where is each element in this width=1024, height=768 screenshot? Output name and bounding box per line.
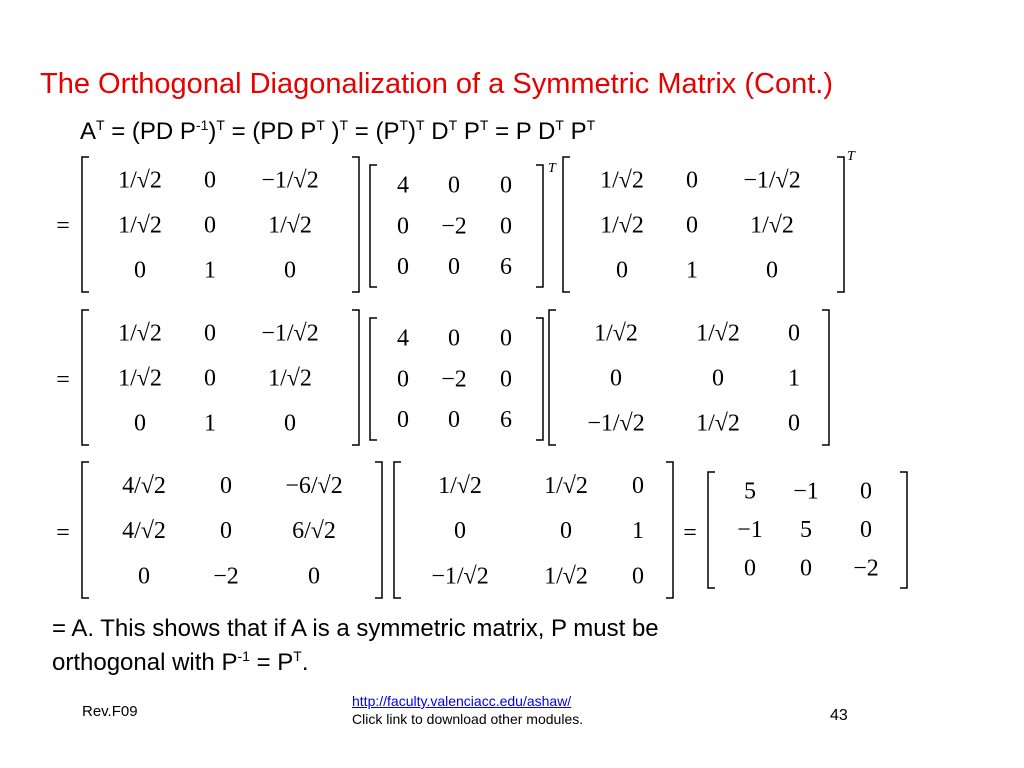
d-matrix-cell: 0 [397, 406, 409, 433]
pt-matrix-cell: 1/√2 [696, 410, 740, 437]
p-matrix-cell: 0 [766, 257, 778, 284]
p-matrix-cell: 1 [204, 257, 216, 284]
p-matrix-cell: 1/√2 [750, 212, 794, 239]
formula-part: P [457, 118, 480, 145]
result-matrix-cell: 0 [744, 555, 756, 582]
pd-matrix-cell: 0 [220, 472, 232, 499]
p-matrix-cell: 0 [204, 365, 216, 392]
d-matrix-cell: 6 [500, 253, 512, 280]
formula-part: = (PD P [104, 118, 196, 145]
pt-matrix-cell: −1/√2 [587, 410, 645, 437]
link-note: Click link to download other modules. [352, 711, 584, 727]
formula-sup: T [416, 117, 425, 133]
formula-sup: T [96, 117, 105, 133]
p-matrix-right-bracket [352, 310, 359, 445]
d-matrix-left-bracket [370, 318, 377, 440]
p-matrix-left-bracket [82, 157, 89, 292]
pd-matrix-cell: −2 [213, 563, 239, 590]
conclusion-sup: -1 [237, 648, 250, 664]
formula-part: P [563, 118, 587, 145]
formula-part: = (P [348, 118, 400, 145]
equals-sign: = [56, 367, 70, 393]
equals-sign: = [683, 520, 697, 546]
p-matrix-cell: 1 [686, 257, 698, 284]
pd-matrix-cell: 4/√2 [122, 518, 166, 545]
formula-sup: -1 [195, 117, 209, 133]
d-matrix-cell: 0 [448, 172, 460, 199]
d-matrix-cell: 0 [448, 406, 460, 433]
result-matrix-cell: −1 [737, 516, 763, 543]
d-matrix-cell: 0 [500, 366, 512, 393]
p-matrix-cell: 0 [204, 167, 216, 194]
pd-matrix-right-bracket [375, 462, 382, 598]
pt-matrix-cell: 1/√2 [594, 320, 638, 347]
result-matrix-cell: 0 [860, 516, 872, 543]
pd-matrix-cell: 0 [308, 563, 320, 590]
p-matrix-cell: 0 [616, 257, 628, 284]
conclusion-part: = P [249, 649, 294, 676]
p-matrix-cell: −1/√2 [261, 320, 319, 347]
d-matrix-left-bracket [370, 165, 377, 287]
p-matrix-cell: 0 [204, 320, 216, 347]
d-matrix-cell: 0 [500, 213, 512, 240]
p-matrix-cell: 1/√2 [118, 320, 162, 347]
revision-label: Rev.F09 [82, 703, 138, 720]
p-matrix-cell: 1/√2 [118, 212, 162, 239]
pd-matrix-cell: −6/√2 [285, 472, 343, 499]
pd-matrix-cell: 4/√2 [122, 472, 166, 499]
d-matrix-cell: 0 [397, 366, 409, 393]
formula-part: ) [408, 118, 417, 145]
p-matrix-left-bracket [82, 310, 89, 445]
pt-matrix-cell: −1/√2 [431, 563, 489, 590]
p-matrix-cell: 1/√2 [118, 167, 162, 194]
pt-matrix-right-bracket [666, 462, 673, 598]
equals-sign: = [56, 213, 70, 239]
footer-link-block [352, 692, 583, 728]
pt-matrix-left-bracket [549, 310, 556, 445]
pd-matrix-cell: 0 [138, 563, 150, 590]
result-matrix-cell: 5 [744, 478, 756, 505]
formula-sup: T [448, 117, 458, 133]
p-matrix-cell: 1/√2 [268, 212, 312, 239]
pt-matrix-cell: 0 [632, 472, 644, 499]
pt-matrix-cell: 0 [610, 365, 622, 392]
conclusion-sup: T [293, 648, 302, 664]
d-matrix-cell: 0 [397, 213, 409, 240]
result-matrix-cell: 0 [800, 555, 812, 582]
d-matrix-cell: 6 [500, 406, 512, 433]
pt-matrix-cell: 0 [788, 320, 800, 347]
p-matrix-cell: −1/√2 [261, 167, 319, 194]
p-matrix-cell: 1/√2 [118, 365, 162, 392]
conclusion-part: orthogonal with P [52, 649, 238, 676]
pt-matrix-left-bracket [394, 462, 401, 598]
pt-matrix-right-bracket [822, 310, 829, 445]
p-matrix-cell: 0 [134, 257, 146, 284]
p-matrix-right-bracket [352, 157, 359, 292]
pt-matrix-cell: 1 [632, 518, 644, 545]
formula-sup: T [586, 117, 596, 133]
result-matrix-cell: 5 [800, 516, 812, 543]
formula-part: A [80, 118, 97, 145]
page-number: 43 [830, 707, 848, 724]
formula-sup: T [479, 117, 489, 133]
result-matrix-right-bracket [900, 472, 907, 588]
formula-sup: T [339, 117, 349, 133]
p-matrix-cell: 1/√2 [600, 212, 644, 239]
p-matrix-cell: 0 [204, 212, 216, 239]
pt-matrix-cell: 0 [560, 518, 572, 545]
d-matrix-right-bracket [536, 318, 543, 440]
formula-part: ) [324, 118, 340, 145]
conclusion-line-2 [52, 646, 872, 680]
conclusion-line-1: = A. This shows that if A is a symmetric matrix, P must be [52, 615, 659, 642]
pt-matrix-cell: 0 [632, 563, 644, 590]
p-matrix-cell: 1/√2 [268, 365, 312, 392]
formula-part: = P D [488, 118, 556, 145]
pd-matrix-cell: 0 [220, 518, 232, 545]
result-matrix-cell: −2 [853, 555, 879, 582]
pd-matrix-left-bracket [82, 462, 89, 598]
modules-link[interactable]: http://faculty.valenciacc.edu/ashaw/ [352, 693, 572, 709]
p-matrix-cell: 0 [134, 410, 146, 437]
formula-sup: T [216, 117, 225, 133]
formula-sup: T [316, 117, 325, 133]
pt-matrix-cell: 1/√2 [544, 472, 588, 499]
p-matrix-left-bracket [563, 157, 570, 292]
d-matrix-cell: 4 [397, 325, 409, 352]
equals-sign: = [56, 520, 70, 546]
p-matrix-cell: −1/√2 [743, 167, 801, 194]
formula-part: D [424, 118, 449, 145]
conclusion-part: . [301, 649, 309, 676]
formula-part: ) [208, 118, 217, 145]
pt-matrix-cell: 1/√2 [696, 320, 740, 347]
p-matrix-cell: 0 [686, 167, 698, 194]
pt-matrix-cell: 1/√2 [544, 563, 588, 590]
pt-matrix-cell: 0 [788, 410, 800, 437]
result-matrix-cell: 0 [860, 478, 872, 505]
formula-sup: T [555, 117, 564, 133]
p-matrix-cell: 1/√2 [600, 167, 644, 194]
p-matrix-right-bracket [837, 157, 844, 292]
p-matrix-cell: 1 [204, 410, 216, 437]
transpose-mark: T [548, 161, 556, 176]
d-matrix-cell: 0 [448, 325, 460, 352]
result-matrix-left-bracket [708, 472, 715, 588]
slide-title: The Orthogonal Diagonalization of a Symmetric Matrix (Cont.) [40, 68, 833, 100]
d-matrix-cell: 4 [397, 172, 409, 199]
p-matrix-cell: 0 [284, 410, 296, 437]
pt-matrix-cell: 0 [454, 518, 466, 545]
d-matrix-cell: −2 [441, 366, 467, 393]
conclusion-text [52, 612, 872, 680]
formula-part: = (PD P [224, 118, 317, 145]
p-matrix-cell: 0 [284, 257, 296, 284]
pd-matrix-cell: 6/√2 [292, 518, 336, 545]
d-matrix-cell: 0 [448, 253, 460, 280]
d-matrix-right-bracket [536, 165, 543, 287]
p-matrix-cell: 0 [686, 212, 698, 239]
d-matrix-cell: 0 [397, 253, 409, 280]
pt-matrix-cell: 1 [788, 365, 800, 392]
formula-sup: T [399, 117, 409, 133]
d-matrix-cell: −2 [441, 213, 467, 240]
d-matrix-cell: 0 [500, 325, 512, 352]
transpose-mark: T [847, 149, 855, 164]
d-matrix-cell: 0 [500, 172, 512, 199]
pt-matrix-cell: 1/√2 [438, 472, 482, 499]
result-matrix-cell: −1 [793, 478, 819, 505]
pt-matrix-cell: 0 [712, 365, 724, 392]
